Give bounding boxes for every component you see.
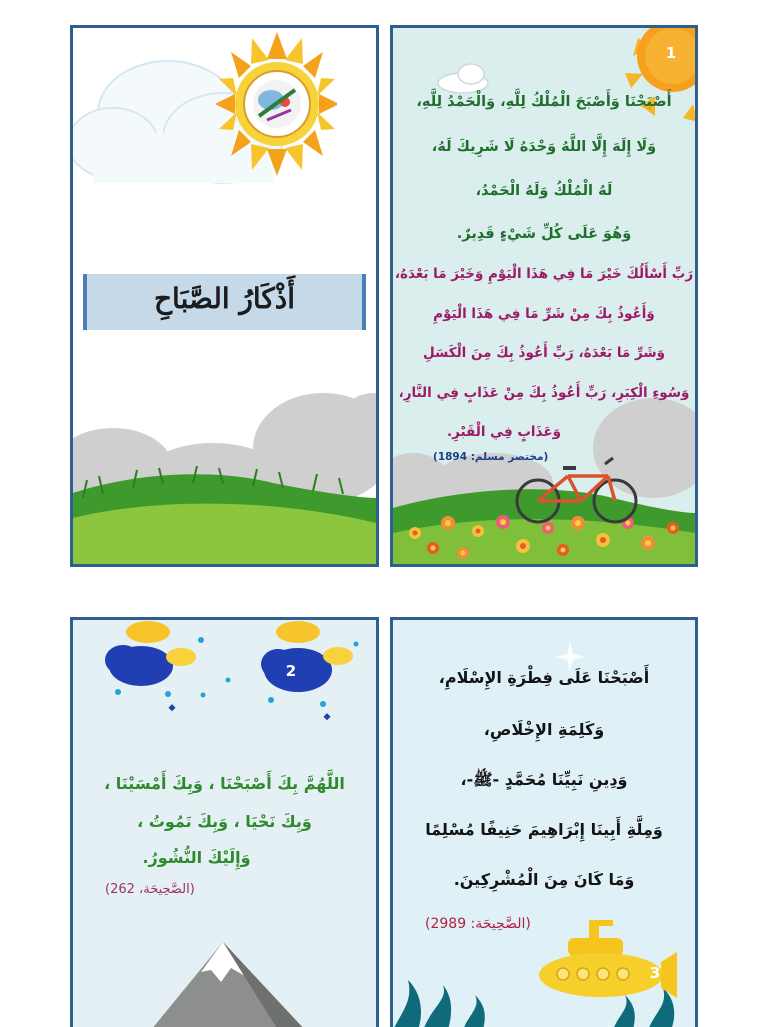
card-number-badge: 1	[665, 44, 677, 62]
dua-line: وَإِلَيْكَ النُّشُورُ.	[142, 848, 251, 867]
dua-line: أَصْبَحْنَا عَلَى فِطْرَةِ الإِسْلَامِ،	[438, 668, 650, 687]
hadith-source: (مختصر مسلم: 1894)	[433, 451, 549, 463]
card-number-badge: 3	[649, 964, 661, 982]
dua-card-1	[390, 25, 698, 567]
dua-line: وَمَا كَانَ مِنَ الْمُشْرِكِينَ.	[453, 870, 635, 889]
dua-line: أَصْبَحْنَا وَأَصْبَحَ الْمُلْكُ لِلَّهِ، وَالْحَمْدُ لِلَّهِ،	[416, 94, 672, 110]
dua-line: وَسُوءِ الْكِبَرِ، رَبِّ أَعُوذُ بِكَ مِنْ عَذَابٍ فِي النَّارِ،	[398, 385, 690, 401]
dua-line: رَبِّ أَسْأَلُكَ خَيْرَ مَا فِي هَذَا الْيَوْمِ وَخَيْرَ مَا بَعْدَهُ،	[394, 266, 694, 282]
dua-line: وَدِينِ نَبِيِّنَا مُحَمَّدٍ -ﷺ-،	[460, 770, 628, 789]
dua-card-2	[70, 617, 379, 1027]
title-banner	[83, 274, 366, 330]
dua-card-3	[390, 617, 698, 1027]
dua-line: وَأَعُوذُ بِكَ مِنْ شَرِّ مَا فِي هَذَا الْيَوْمِ	[433, 306, 655, 322]
rain-cloud-icon	[105, 621, 206, 711]
hadith-source: (الصَّحِيحَة، 262)	[105, 882, 195, 897]
cover-card	[70, 25, 379, 567]
page-title: أَذْكَارُ الصَّبَاحِ	[153, 282, 296, 315]
mountain-icon	[151, 942, 305, 1027]
dua-line: وَلَا إِلَهَ إِلَّا اللَّهُ وَحْدَهُ لَا شَرِيكَ لَهُ،	[431, 139, 657, 155]
card-number-badge: 2	[285, 662, 297, 680]
sun-icon	[207, 29, 337, 179]
dua-line: اللَّهُمَّ بِكَ أَصْبَحْنَا ، وَبِكَ أَمْسَيْنَا ،	[104, 774, 345, 793]
dua-line: وَشَرِّ مَا بَعْدَهُ، رَبِّ أَعُوذُ بِكَ مِنَ الْكَسَلِ	[422, 345, 666, 361]
dua-line: وَبِكَ نَحْيَا ، وَبِكَ نَمُوتُ ،	[137, 812, 312, 831]
dua-line: وَعَذَابٍ فِي الْقَبْرِ.	[447, 424, 561, 440]
dua-line: وَكَلِمَةِ الإِخْلَاصِ،	[483, 720, 605, 739]
dua-line: وَهُوَ عَلَى كُلِّ شَيْءٍ قَدِيرٌ.	[456, 226, 632, 242]
cloud-icon	[438, 64, 488, 93]
dua-line: وَمِلَّةِ أَبِينَا إِبْرَاهِيمَ حَنِيفًا مُسْلِمًا	[425, 820, 663, 839]
dua-line: لَهُ الْمُلْكُ وَلَهُ الْحَمْدُ،	[475, 183, 613, 199]
hadith-source: (الصَّحِيحَة: 2989)	[425, 916, 531, 932]
submarine-icon	[539, 920, 677, 998]
